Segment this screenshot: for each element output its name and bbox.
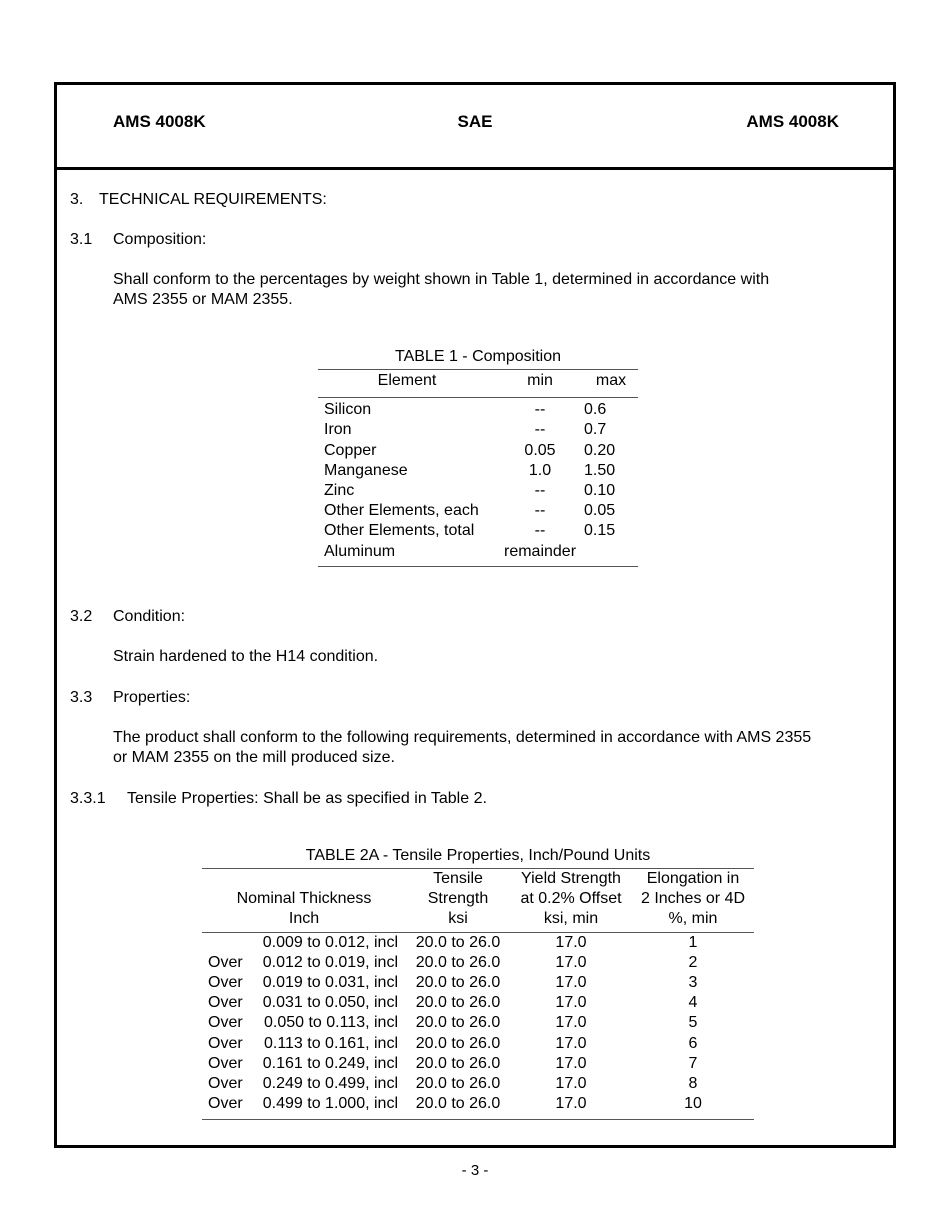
table2-header-yield-line3: ksi, min [543,910,599,928]
table2-header-tensile-line1: Tensile [433,870,483,887]
table2-caption: TABLE 2A - Tensile Properties, Inch/Pound Units [305,847,651,864]
table1-cell-element: Copper [324,441,377,459]
page-number: - 3 - [461,1162,489,1179]
table-row [202,1013,754,1033]
table2-cell-tensile: 20.0 to 26.0 [415,1034,501,1052]
table1-cell-min: -- [534,482,546,500]
table-row [318,481,638,501]
table2-cell-tensile: 20.0 to 26.0 [415,1054,501,1072]
table2-header-yield-line2: at 0.2% Offset [520,890,622,908]
table1-cell-min: -- [534,502,546,520]
table1-cell-max [584,542,638,567]
table2-cell-yield: 17.0 [555,974,587,992]
table2-cell-elongation: 7 [688,1054,698,1072]
table1-cell-element: Zinc [324,482,355,500]
table2-cell-qualifier: Over [202,1094,252,1120]
table2-header-thickness [202,869,406,933]
table2-cell-qualifier: Over [208,1034,243,1052]
table2-cell-thickness: 0.050 to 0.113, incl [263,1014,398,1032]
table-row [318,398,638,421]
table-row [318,542,638,567]
table1-cell-element: Iron [324,421,352,439]
table2-cell-elongation: 2 [688,953,698,971]
table2-cell-qualifier: Over [208,1054,243,1072]
table2-cell-elongation: 8 [688,1075,698,1093]
table1-caption: TABLE 1 - Composition [395,348,561,365]
table2-header-thickness-line2: Nominal Thickness [236,890,372,908]
section-3-1-number: 3.1 [70,231,93,248]
page-header [57,85,893,170]
table2-cell-elongation: 4 [688,994,698,1012]
table1-cell-min: 0.05 [524,441,556,459]
table-row [202,1054,754,1074]
table2-cell-yield: 17.0 [555,1075,587,1093]
table2-cell-qualifier: Over [208,974,243,992]
tensile-properties-table [202,844,754,1120]
table2-header-elongation-line1: Elongation in [646,870,740,887]
table2-cell-elongation: 5 [688,1014,698,1032]
section-3-number: 3. [70,191,84,208]
table2-header-thickness-line1 [202,869,406,889]
table2-cell-yield: 17.0 [510,1094,632,1120]
table-row [318,521,638,541]
section-3-3-text-line2: or MAM 2355 on the mill produced size. [113,749,395,766]
header-doc-id-left: AMS 4008K [113,112,206,131]
table2-header-yield [510,869,632,933]
table2-cell-elongation: 3 [688,974,698,992]
table1-cell-element: Other Elements, total [324,522,475,540]
composition-table [318,345,638,567]
table2-header-tensile-line3: ksi [448,910,468,928]
table1-cell-max: 1.50 [584,461,616,479]
table2-cell-yield: 17.0 [555,994,587,1012]
table2-cell-yield: 17.0 [555,1034,587,1052]
table1-cell-max: 0.7 [584,421,607,439]
table-row [202,953,754,973]
table-row [318,441,638,461]
header-org: SAE [457,112,493,131]
table1-cell-min: -- [534,401,546,419]
table2-cell-yield: 17.0 [555,1014,587,1032]
table1-header-max: max [584,370,638,398]
table2-cell-tensile: 20.0 to 26.0 [415,933,501,951]
table2-cell-qualifier: Over [208,953,243,971]
table2-header-thickness-line3: Inch [288,910,320,928]
table1-header-min: min [496,370,584,398]
table2-cell-thickness: 0.161 to 0.249, incl [262,1054,398,1072]
table2-cell-thickness: 0.249 to 0.499, incl [262,1075,398,1093]
table1-cell-element: Other Elements, each [324,502,479,520]
table2-cell-tensile: 20.0 to 26.0 [415,994,501,1012]
table2-header-tensile [406,869,510,933]
table2-cell-tensile: 20.0 to 26.0 [415,1075,501,1093]
table2-cell-qualifier [202,932,252,953]
table2-cell-thickness: 0.113 to 0.161, incl [263,1034,398,1052]
table2-cell-qualifier: Over [208,1014,243,1032]
section-3-3-text-line1: The product shall conform to the following requirements, determined in accordance with AMS 2355 [113,729,812,746]
table1-cell-min: 1.0 [528,461,552,479]
section-3-2-title: Condition: [113,608,186,625]
table1-cell-min: -- [534,421,546,439]
table2-cell-yield: 17.0 [555,933,587,951]
section-3-2-number: 3.2 [70,608,93,625]
table2-cell-elongation: 6 [688,1034,698,1052]
table2-cell-thickness: 0.019 to 0.031, incl [262,974,398,992]
table2-header-tensile-line2: Strength [427,890,489,908]
table-row [318,461,638,481]
table1-cell-element: Aluminum [318,542,496,567]
table-row [318,420,638,440]
table1-header-element: Element [318,370,496,398]
table1-cell-element: Manganese [324,461,408,479]
section-3-2-text: Strain hardened to the H14 condition. [113,648,379,665]
table2-cell-thickness: 0.009 to 0.012, incl [262,933,398,951]
table-row [202,993,754,1013]
table2-header-elongation-line2: 2 Inches or 4D [640,890,746,908]
table2-cell-qualifier: Over [208,1075,243,1093]
table2-cell-qualifier: Over [208,994,243,1012]
table2-cell-tensile: 20.0 to 26.0 [406,1094,510,1120]
table-row [202,1094,754,1120]
table-row [202,973,754,993]
table1-cell-min: -- [534,522,546,540]
table2-cell-thickness: 0.031 to 0.050, incl [262,994,398,1012]
table-row [318,501,638,521]
table1-cell-max: 0.15 [584,522,616,540]
table1-cell-element: Silicon [324,401,372,419]
section-3-3-title: Properties: [113,689,191,706]
table2-cell-tensile: 20.0 to 26.0 [415,1014,501,1032]
table2-cell-thickness: 0.012 to 0.019, incl [262,953,398,971]
table2-cell-elongation: 10 [632,1094,754,1120]
table2-cell-yield: 17.0 [555,953,587,971]
section-3-1-text-line1: Shall conform to the percentages by weight shown in Table 1, determined in accordance with [113,271,770,288]
section-3-1-text-line2: AMS 2355 or MAM 2355. [113,291,293,308]
section-3-1-title: Composition: [113,231,207,248]
header-doc-id-right: AMS 4008K [746,112,839,131]
table2-header-elongation [632,869,754,933]
section-3-3-1-text: Tensile Properties: Shall be as specified in Table 2. [127,790,487,807]
table2-header-elongation-line3: %, min [668,910,718,928]
table1-cell-max: 0.10 [584,482,616,500]
section-3-3-1-number: 3.3.1 [70,790,106,807]
table2-cell-tensile: 20.0 to 26.0 [415,974,501,992]
page-frame [54,82,896,1148]
table-row [202,932,754,953]
table1-cell-min: remainder [496,542,584,567]
table1-cell-max: 0.05 [584,502,616,520]
table2-cell-yield: 17.0 [555,1054,587,1072]
section-3-title: TECHNICAL REQUIREMENTS: [99,191,327,208]
table-row [202,1074,754,1094]
table1-cell-max: 0.6 [584,401,607,419]
table2-cell-elongation: 1 [688,933,698,951]
table-row [202,1034,754,1054]
table2-header-yield-line1: Yield Strength [521,870,621,887]
table2-cell-tensile: 20.0 to 26.0 [415,953,501,971]
section-3-3-number: 3.3 [70,689,93,706]
table2-cell-thickness: 0.499 to 1.000, incl [252,1094,406,1120]
table1-cell-max: 0.20 [584,441,616,459]
